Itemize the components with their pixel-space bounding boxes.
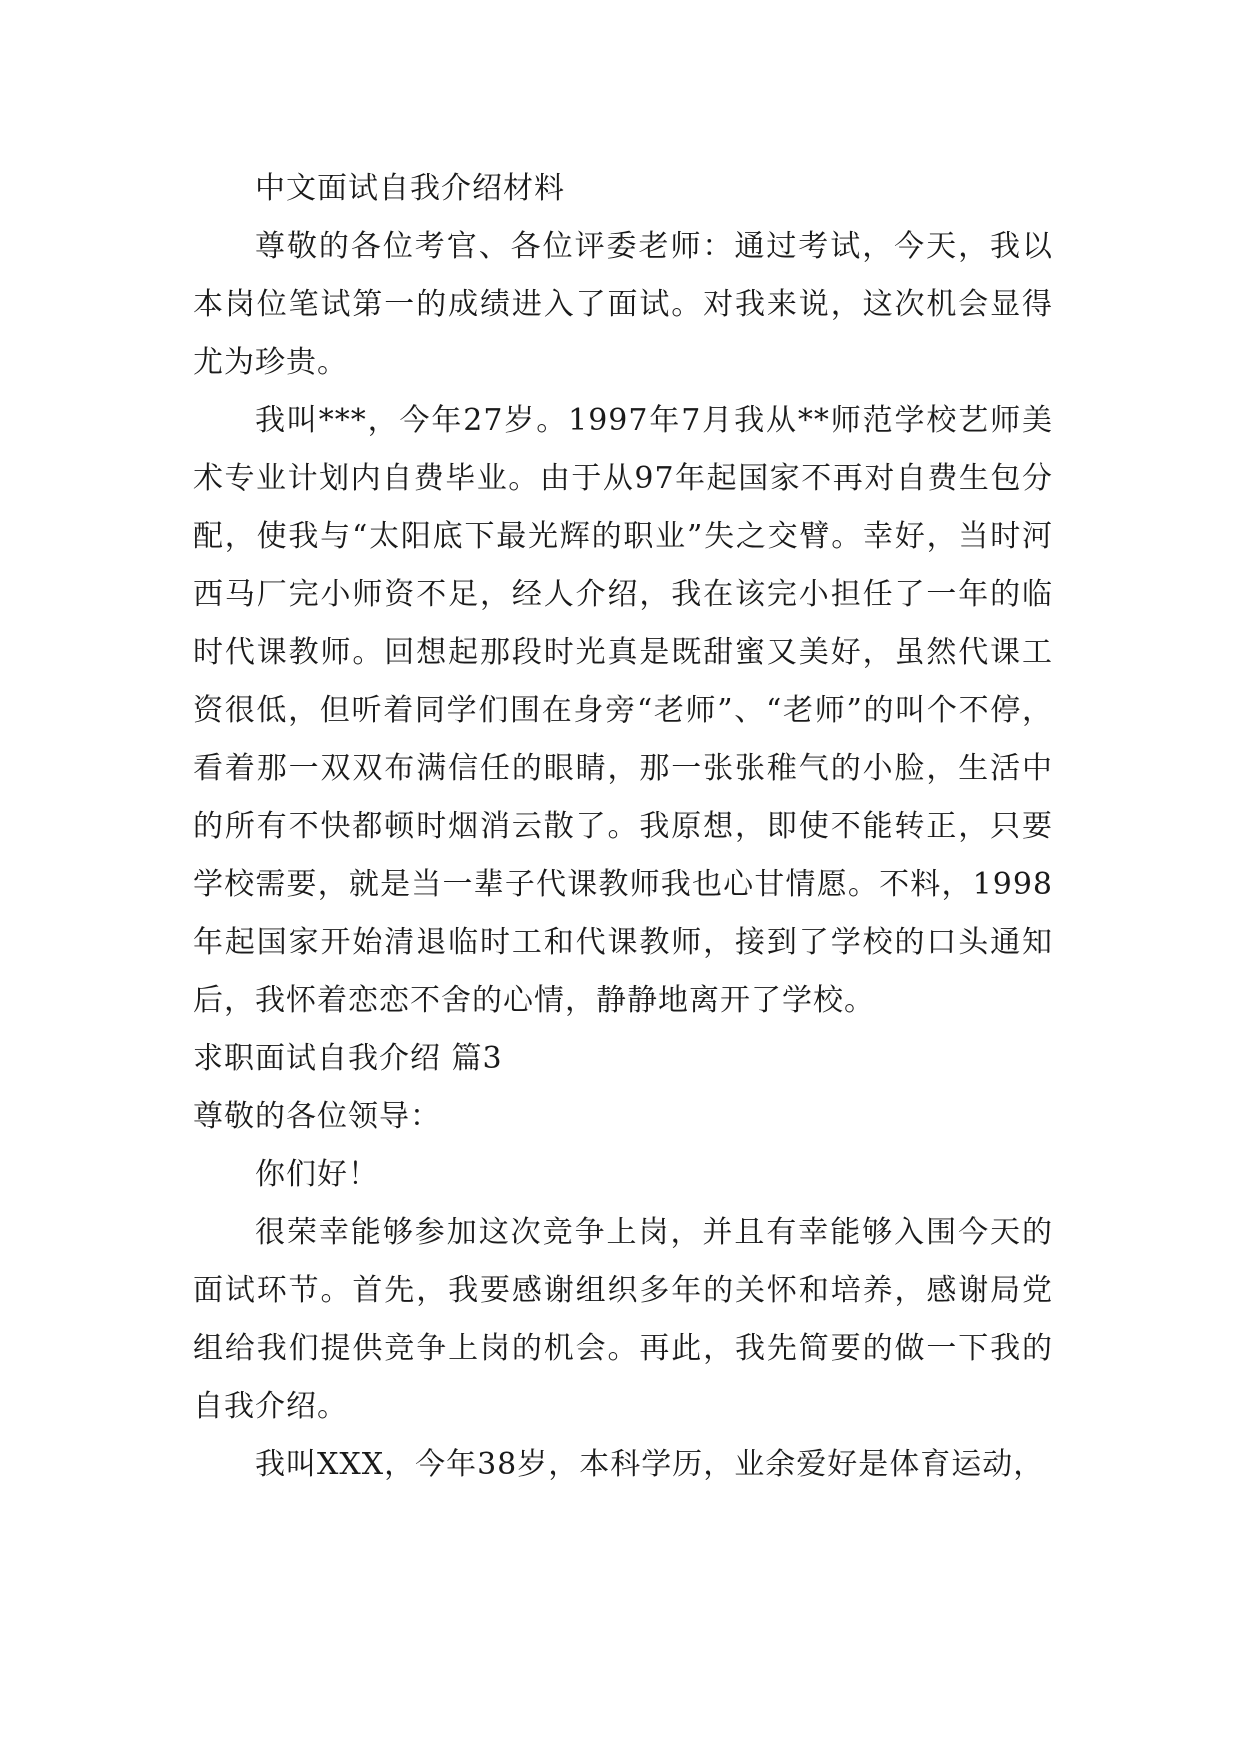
salutation: 尊敬的各位领导： [193, 1099, 441, 1134]
paragraph-4: 我叫XXX，今年38岁，本科学历，业余爱好是体育运动， [255, 1447, 1045, 1482]
paragraph-1: 尊敬的各位考官、各位评委老师：通过考试，今天，我以本岗位笔试第一的成绩进入了面试。对我来说，这次机会显得尤为珍贵。 [193, 229, 1053, 380]
greeting: 你们好！ [255, 1157, 379, 1192]
document-title: 中文面试自我介绍材料 [255, 171, 565, 206]
paragraph-2: 我叫***，今年27岁。1997年7月我从**师范学校艺师美术专业计划内自费毕业。由于从97年起国家不再对自费生包分配，使我与“太阳底下最光辉的职业”失之交臂。幸好，当时河西马厂完小师资不足，经人介绍，我在该完小担任了一年的临时代课教师。回想起那段时光真是既甜蜜又美好，虽然代课工资很低，但听着同学们围在身旁“老师”、“老师”的叫个不停，看着那一双双布满信任的眼睛，那一张张稚气的小脸，生活中的所有不快都顿时烟消云散了。我原想，即使不能转正，只要学校需要，就是当一辈子代课教师我也心甘情愿。不料，1998年起国家开始清退临时工和代课教师，接到了学校的口头通知后，我怀着恋恋不舍的心情，静静地离开了学校。 [193, 403, 1053, 1018]
section-heading: 求职面试自我介绍 篇3 [193, 1041, 503, 1076]
paragraph-3: 很荣幸能够参加这次竞争上岗，并且有幸能够入围今天的面试环节。首先，我要感谢组织多年的关怀和培养，感谢局党组给我们提供竞争上岗的机会。再此，我先简要的做一下我的自我介绍。 [193, 1215, 1053, 1424]
document-body [193, 160, 1053, 1494]
